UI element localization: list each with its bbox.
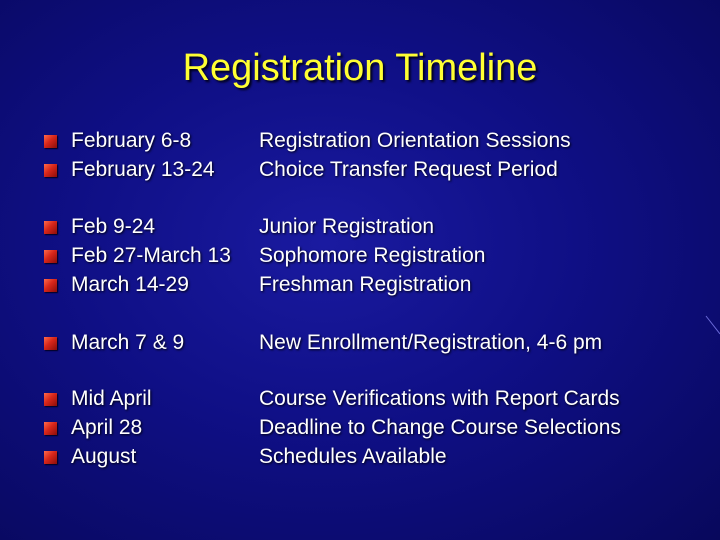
item-event: Schedules Available — [259, 445, 447, 468]
list-item — [44, 384, 704, 413]
item-date: February 6-8 — [71, 129, 192, 152]
item-event: Sophomore Registration — [259, 244, 486, 267]
decorative-line-icon — [704, 314, 720, 338]
square-bullet-icon — [44, 164, 57, 177]
square-bullet-icon — [44, 250, 57, 263]
list-item — [44, 126, 704, 155]
item-date: Mid April — [71, 387, 152, 410]
list-item — [44, 270, 704, 299]
list-item — [44, 212, 704, 241]
item-event: Registration Orientation Sessions — [259, 129, 571, 152]
item-event: Deadline to Change Course Selections — [259, 416, 621, 439]
item-date: April 28 — [71, 416, 143, 439]
slide-title: Registration Timeline — [182, 47, 538, 89]
list-item — [44, 241, 704, 270]
item-date: August — [71, 445, 137, 468]
square-bullet-icon — [44, 393, 57, 406]
square-bullet-icon — [44, 422, 57, 435]
item-date: March 14-29 — [71, 273, 189, 296]
item-event: Freshman Registration — [259, 273, 472, 296]
list-item — [44, 328, 704, 357]
list-item — [44, 442, 704, 471]
item-event: Choice Transfer Request Period — [259, 158, 558, 181]
item-date: February 13-24 — [71, 158, 215, 181]
item-event: New Enrollment/Registration, 4-6 pm — [259, 331, 603, 354]
square-bullet-icon — [44, 279, 57, 292]
item-date: March 7 & 9 — [71, 331, 185, 354]
item-event: Junior Registration — [259, 215, 435, 238]
item-event: Course Verifications with Report Cards — [259, 387, 620, 410]
list-item — [44, 155, 704, 184]
square-bullet-icon — [44, 451, 57, 464]
item-date: Feb 27-March 13 — [71, 244, 231, 267]
square-bullet-icon — [44, 337, 57, 350]
square-bullet-icon — [44, 135, 57, 148]
list-item — [44, 413, 704, 442]
item-date: Feb 9-24 — [71, 215, 156, 238]
square-bullet-icon — [44, 221, 57, 234]
